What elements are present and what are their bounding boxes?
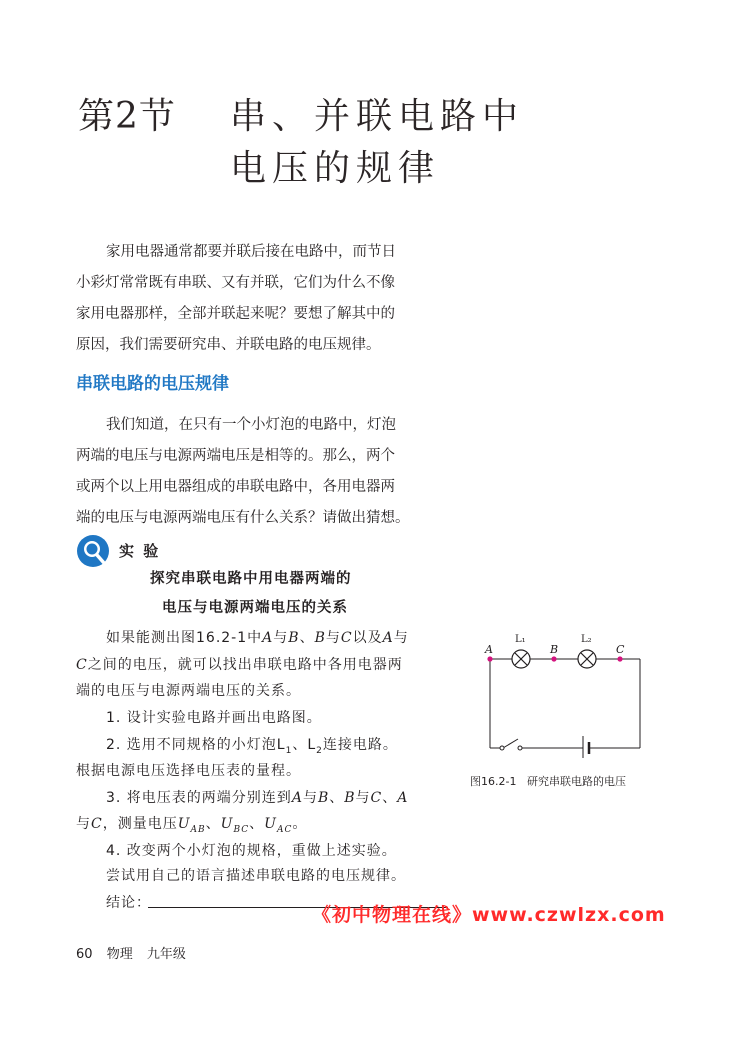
series-circuit-diagram — [470, 628, 650, 758]
step-1: 1. 设计实验电路并画出电路图。 — [106, 710, 322, 726]
text-line: 或两个以上用电器组成的串联电路中，各用电器两 — [76, 479, 395, 495]
conclusion-label: 结论： — [106, 895, 151, 911]
text-line: 端的电压与电源两端电压有什么关系？请做出猜想。 — [76, 510, 410, 526]
section-number: 第2节 — [78, 96, 176, 137]
text-line: 原因，我们需要研究串、并联电路的电压规律。 — [76, 337, 381, 353]
label-a: A — [485, 643, 493, 656]
footer-subject: 物理 — [106, 947, 133, 962]
label-c: C — [616, 643, 625, 656]
intro-paragraph — [76, 237, 448, 361]
bulb-l2 — [578, 650, 596, 668]
watermark-text: 《初中物理在线》www.czwlzx.com — [312, 904, 666, 926]
text-line: 我们知道，在只有一个小灯泡的电路中，灯泡 — [106, 417, 396, 433]
guess-paragraph — [76, 410, 448, 534]
page-number: 60 — [76, 947, 93, 962]
point-b-marker — [551, 656, 556, 661]
text-line: 家用电器通常都要并联后接在电路中，而节日 — [106, 244, 396, 260]
experiment-text-line: 端的电压与电源两端电压的关系。 — [76, 683, 301, 699]
experiment-label: 实 验 — [119, 542, 161, 560]
page-title-line-2: 电压的规律 — [230, 148, 441, 189]
experiment-title-line-2: 电压与电源两端电压的关系 — [162, 600, 348, 616]
bulb-l1 — [512, 650, 530, 668]
point-c-marker — [617, 656, 622, 661]
point-a-marker — [487, 656, 492, 661]
battery-icon — [583, 736, 589, 758]
step-4: 4. 改变两个小灯泡的规格，重做上述实验。 — [106, 843, 397, 859]
page-footer — [76, 943, 196, 962]
step-3: 3. 将电压表的两端分别连到A与B、B与C、A — [106, 790, 409, 806]
label-b: B — [550, 643, 559, 656]
text-line: 小彩灯常常既有串联、又有并联，它们为什么不像 — [76, 275, 395, 291]
experiment-text-line: C之间的电压，就可以找出串联电路中各用电器两 — [76, 657, 403, 673]
step-3-continued: 与C，测量电压$U_{AB}$、$U_{BC}$、$U_{AC}$。 — [76, 816, 308, 835]
footer-grade: 九年级 — [146, 947, 186, 962]
text-line: 两端的电压与电源两端电压是相等的。那么，两个 — [76, 448, 395, 464]
step-2: 2. 选用不同规格的小灯泡$L_1$、$L_2$连接电路。 — [106, 737, 398, 756]
experiment-text-line: 如果能测出图16.2-1中A与B、B与C以及A与 — [106, 630, 409, 646]
step-2-continued: 根据电源电压选择电压表的量程。 — [76, 763, 301, 779]
experiment-title-line-1: 探究串联电路中用电器两端的 — [150, 571, 352, 587]
page-title-line-1: 串、并联电路中 — [230, 96, 525, 137]
figure-caption: 图16.2-1 研究串联电路的电压 — [470, 775, 626, 788]
text-line: 家用电器那样，全部并联起来呢？要想了解其中的 — [76, 306, 395, 322]
section-heading: 串联电路的电压规律 — [76, 374, 229, 394]
label-l2: L₂ — [581, 634, 592, 645]
try-describe-text: 尝试用自己的语言描述串联电路的电压规律。 — [106, 868, 406, 884]
experiment-icon — [76, 534, 110, 568]
label-l1: L₁ — [515, 634, 526, 645]
